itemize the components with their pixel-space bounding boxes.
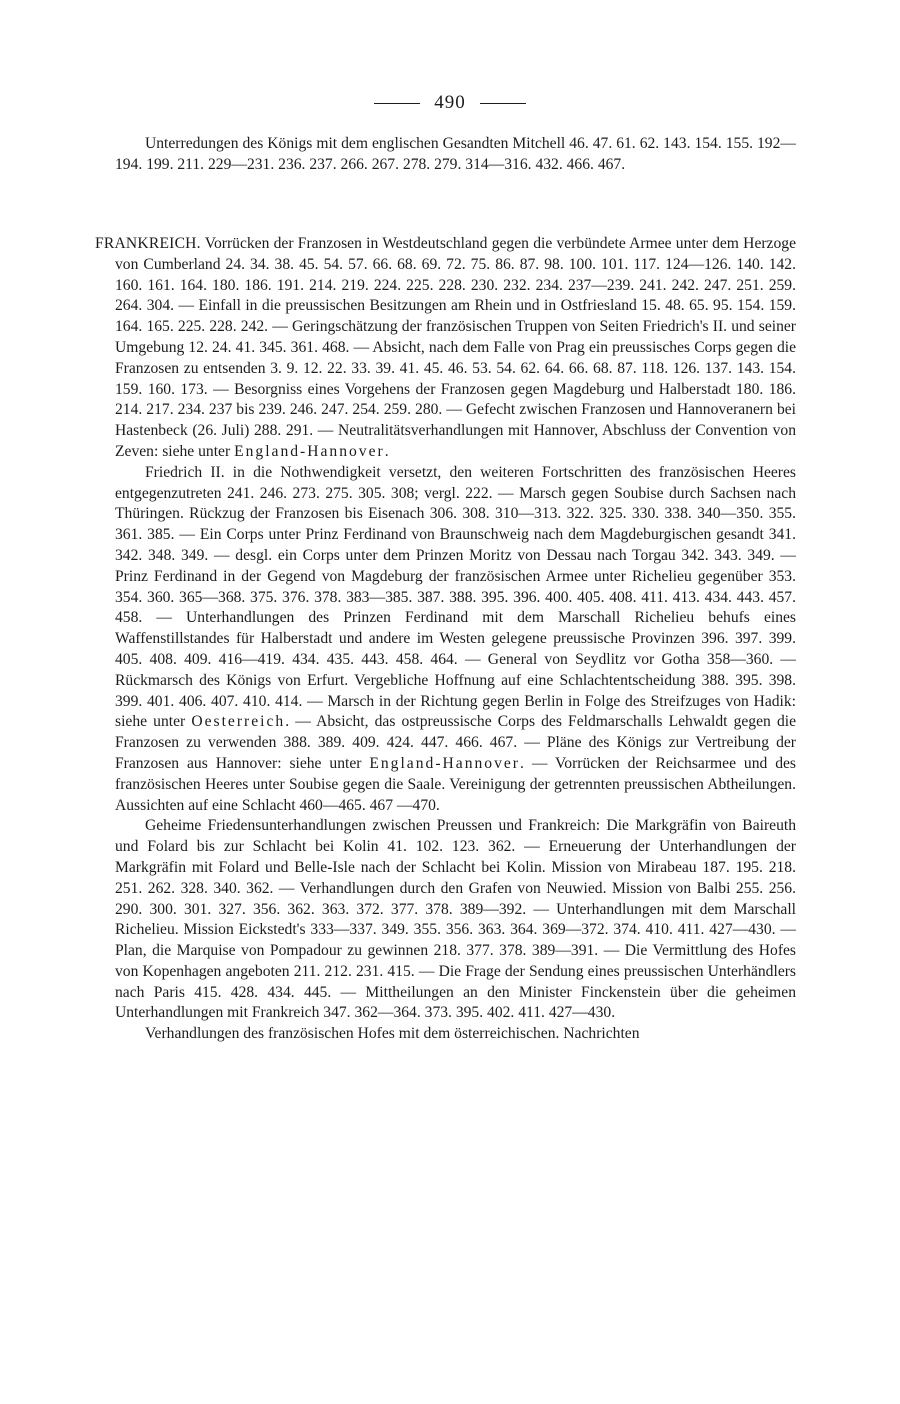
index-entry-frankreich [95,234,796,1045]
entry-paragraph-1-text: Vorrücken der Franzosen in Westdeutschland gegen die verbündete Armee unter dem Herzoge von Cumberland 24. 34. 38. 45. 54. 57. 66. 68. 69. 72. 75. 86. 87. 98. 100. 101. 117. 124—126. 140. 142. 160. 161. 164. 180. 186. 191. 214. 219. 224. 225. 228. 230. 232. 234. 237—239. 241. 242. 247. 251. 259. 264. 304. — Einfall in die preussischen Besitzungen am Rhein und in Ostfriesland 15. 48. 65. 95. 154. 159. 164. 165. 225. 228. 242. — Geringschätzung der französischen Truppen von Seiten Friedrich's II. und seiner Umgebung 12. 24. 41. 345. 361. 468. — Absicht, nach dem Falle von Prag ein preussisches Corps gegen die Franzosen zu entsenden 3. 9. 12. 22. 33. 39. 41. 45. 46. 53. 54. 62. 64. 66. 68. 87. 118. 126. 137. 143. 154. 159. 160. 173. — Besorgniss eines Vorgehens der Franzosen gegen Magdeburg und Halberstadt 180. 186. 214. 217. 234. 237 bis 239. 246. 247. 254. 259. 280. — Gefecht zwischen Franzosen und Hannoveranern bei Hastenbeck (26. Juli) 288. 291. — Neutralitätsverhandlungen mit Hannover, Abschluss der Convention von Zeven: siehe unter [115,235,796,460]
cross-reference: England-Hannover [234,442,385,460]
entry-paragraph-2-text-c: . — Vorrücken der Reichsarmee und des französischen Heeres unter Soubise gegen die Saale. Vereinigung der getrennten preussischen Abtheilungen. Aussichten auf eine Schlacht 460—465. 467 —470. [115,754,797,814]
entry-paragraph-2 [95,463,796,817]
header-rule-left [374,103,420,104]
page-number-header [0,92,900,114]
previous-entry-continuation [115,134,796,176]
cross-reference: England-Hannover [369,754,521,772]
entry-paragraph-1 [95,234,796,463]
entry-paragraph-3: Geheime Friedensunterhandlungen zwischen Preussen und Frankreich: Die Markgräfin von Baireuth und Folard bis zur Schlacht bei Kolin 41. 102. 123. 362. — Erneuerung der Unterhandlungen der Markgräfin mit Folard und Belle-Isle nach der Schlacht bei Kolin. Mission von Mirabeau 187. 195. 218. 251. 262. 328. 340. 362. — Verhandlungen durch den Grafen von Neuwied. Mission von Balbi 255. 256. 290. 300. 301. 327. 356. 362. 363. 372. 377. 378. 389—392. — Unterhandlungen mit dem Marschall Richelieu. Mission Eickstedt's 333—337. 349. 355. 356. 363. 364. 369—372. 374. 410. 411. 427—430. — Plan, die Marquise von Pompadour zu gewinnen 218. 377. 378. 389—391. — Die Vermittlung des Hofes von Kopenhagen angeboten 211. 212. 231. 415. — Die Frage der Sendung eines preussischen Unterhändlers nach Paris 415. 428. 434. 445. — Mittheilungen an den Minister Finckenstein über die geheimen Unterhandlungen mit Frankreich 347. 362—364. 373. 395. 402. 411. 427—430. [115,817,796,1022]
page-number: 490 [434,92,466,113]
entry-paragraph-2-text-b: . — Absicht, das ostpreussische Corps des Feldmarschalls Lehwaldt gegen die Franzosen zu verwenden 388. 389. 409. 424. 447. 466. 467. — Pläne des Königs zur Vertreibung der Franzosen aus Hannover: siehe unter [115,713,796,772]
entry-paragraph-1-end: . [384,442,389,460]
cross-reference: Oesterreich [191,713,286,731]
entry-lemma: FRANKREICH. [95,235,201,252]
header-rule-right [480,103,526,104]
entry-paragraph-2-text-a: Friedrich II. in die Nothwendigkeit versetzt, den weiteren Fortschritten des französischen Heeres entgegenzutreten 241. 246. 273. 275. 305. 308; vergl. 222. — Marsch gegen Soubise durch Sachsen nach Thüringen. Rückzug der Franzosen bis Eisenach 306. 308. 310—313. 322. 325. 330. 338. 340—350. 355. 361. 385. — Ein Corps unter Prinz Ferdinand von Braunschweig nach dem Magdeburgischen gesandt 341. 342. 348. 349. — desgl. ein Corps unter dem Prinzen Moritz von Dessau nach Torgau 342. 343. 349. — Prinz Ferdinand in der Gegend von Magdeburg der französischen Armee unter Richelieu gegenüber 353. 354. 360. 365—368. 375. 376. 378. 383—385. 387. 388. 395. 396. 400. 405. 408. 411. 413. 434. 443. 457. 458. — Unterhandlungen des Prinzen Ferdinand mit dem Marschall Richelieu behufs eines Waffenstillstandes für Halberstadt und andere im Westen gelegene preussische Provinzen 396. 397. 399. 405. 408. 409. 416—419. 434. 435. 443. 458. 464. — General von Seydlitz vor Gotha 358—360. — Rückmarsch des Königs von Erfurt. Vergebliche Hoffnung auf eine Schlachtentscheidung 388. 395. 398. 399. 401. 406. 407. 410. 414. — Marsch in der Richtung gegen Berlin in Folge des Streifzuges von Hadik: siehe unter [115,463,796,731]
entry-paragraph-4: Verhandlungen des französischen Hofes mit dem österreichischen. Nachrichten [145,1025,640,1043]
previous-entry-text: Unterredungen des Königs mit dem englischen Gesandten Mitchell 46. 47. 61. 62. 143. 154. 155. 192—194. 199. 211. 229—231. 236. 237. 266. 267. 278. 279. 314—316. 432. 466. 467. [115,135,796,173]
